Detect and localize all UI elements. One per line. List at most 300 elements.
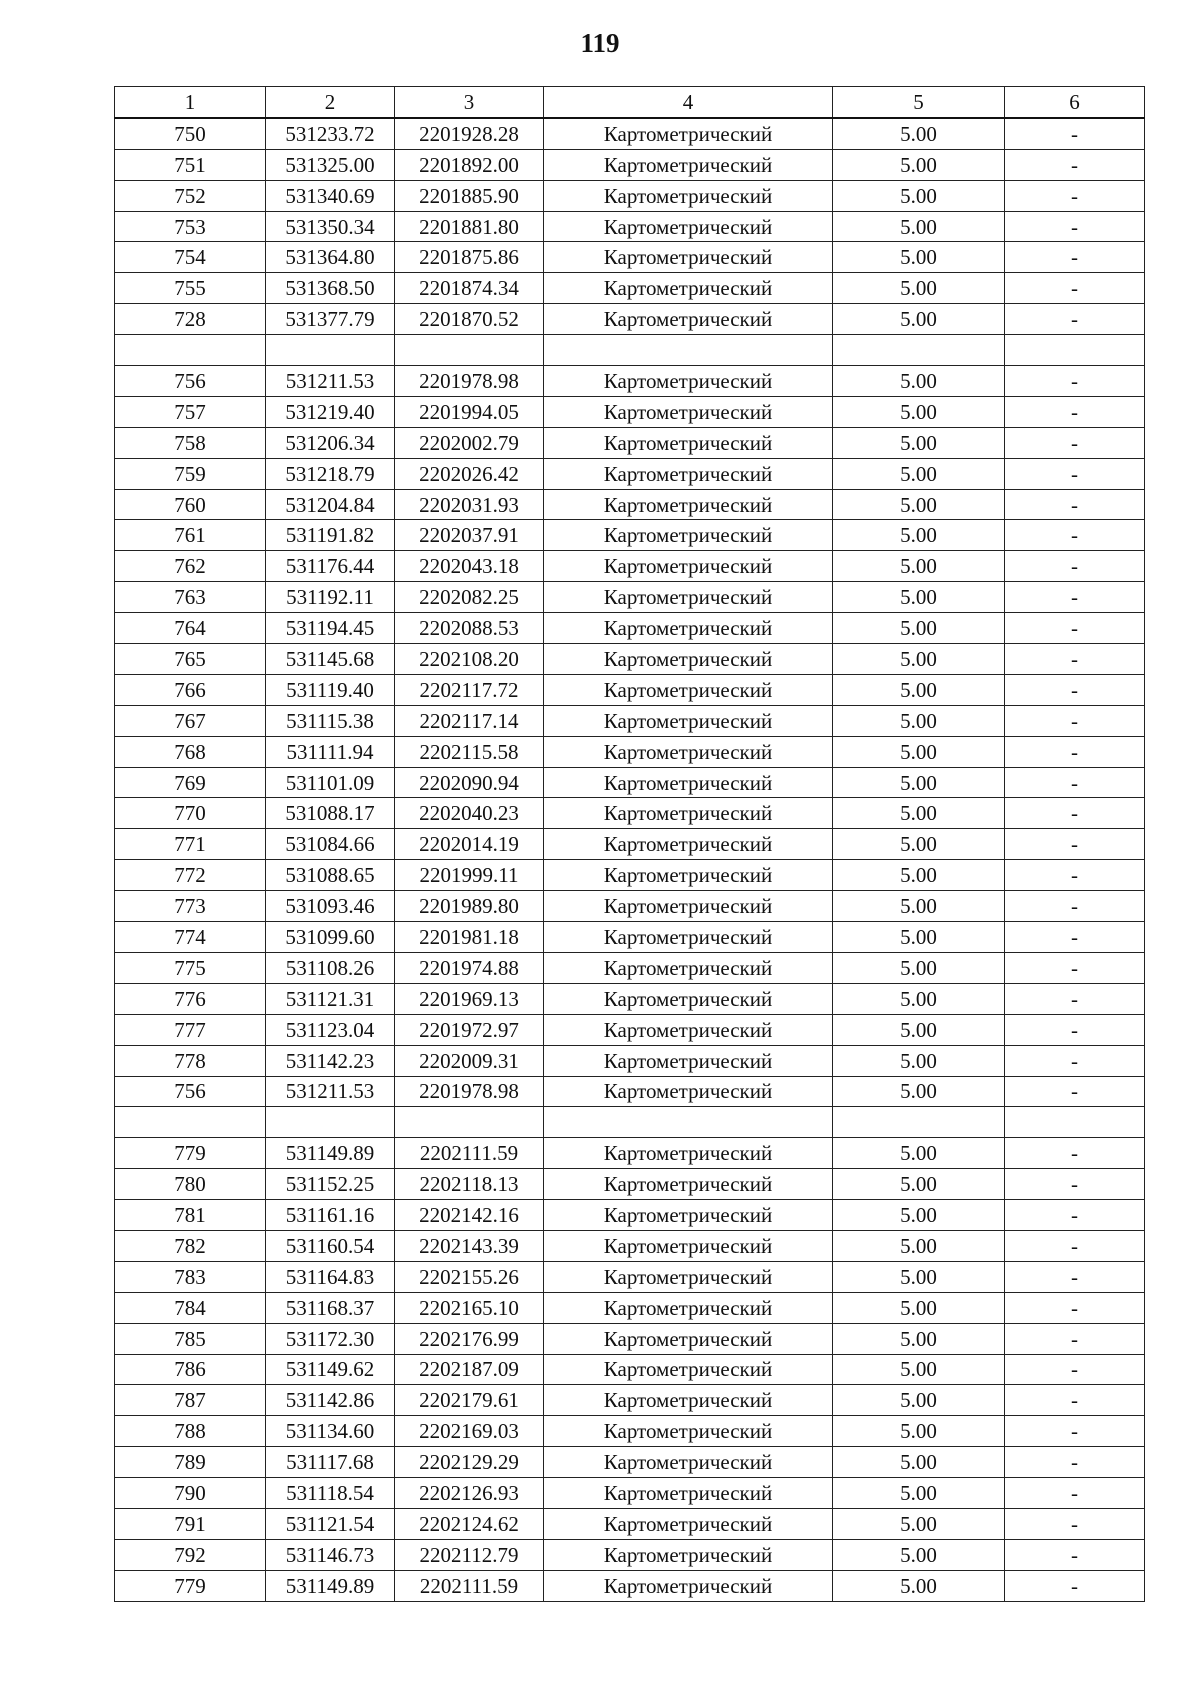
table-row (115, 829, 1145, 860)
table-row (115, 767, 1145, 798)
point-number-cell: 790 (115, 1478, 266, 1509)
note-cell: - (1005, 427, 1145, 458)
point-number-cell: 752 (115, 180, 266, 211)
accuracy-cell: 5.00 (833, 767, 1005, 798)
table-row (115, 273, 1145, 304)
method-cell: Картометрический (544, 1323, 833, 1354)
point-number-cell: 785 (115, 1323, 266, 1354)
point-number-cell: 774 (115, 922, 266, 953)
method-cell: Картометрический (544, 1200, 833, 1231)
y-coordinate-cell: 2201989.80 (395, 891, 544, 922)
accuracy-cell: 5.00 (833, 1385, 1005, 1416)
point-number-cell: 781 (115, 1200, 266, 1231)
note-cell (1005, 335, 1145, 366)
note-cell: - (1005, 1230, 1145, 1261)
point-number-cell: 767 (115, 705, 266, 736)
x-coordinate-cell: 531364.80 (266, 242, 395, 273)
accuracy-cell: 5.00 (833, 1200, 1005, 1231)
point-number-cell: 784 (115, 1292, 266, 1323)
point-number-cell: 787 (115, 1385, 266, 1416)
y-coordinate-cell: 2201978.98 (395, 1076, 544, 1107)
accuracy-cell: 5.00 (833, 1261, 1005, 1292)
y-coordinate-cell: 2202129.29 (395, 1447, 544, 1478)
note-cell: - (1005, 1385, 1145, 1416)
accuracy-cell: 5.00 (833, 674, 1005, 705)
x-coordinate-cell: 531172.30 (266, 1323, 395, 1354)
table-row (115, 613, 1145, 644)
x-coordinate-cell: 531325.00 (266, 149, 395, 180)
point-number-cell: 762 (115, 551, 266, 582)
y-coordinate-cell: 2201885.90 (395, 180, 544, 211)
method-cell: Картометрический (544, 489, 833, 520)
note-cell: - (1005, 366, 1145, 397)
x-coordinate-cell: 531350.34 (266, 211, 395, 242)
note-cell: - (1005, 1323, 1145, 1354)
table-row (115, 860, 1145, 891)
accuracy-cell: 5.00 (833, 1045, 1005, 1076)
method-cell: Картометрический (544, 582, 833, 613)
note-cell: - (1005, 983, 1145, 1014)
y-coordinate-cell: 2201972.97 (395, 1014, 544, 1045)
method-cell: Картометрический (544, 705, 833, 736)
accuracy-cell: 5.00 (833, 273, 1005, 304)
y-coordinate-cell: 2202126.93 (395, 1478, 544, 1509)
method-cell: Картометрический (544, 551, 833, 582)
point-number-cell: 771 (115, 829, 266, 860)
table-row (115, 1416, 1145, 1447)
page-number: 119 (580, 28, 620, 58)
accuracy-cell: 5.00 (833, 489, 1005, 520)
y-coordinate-cell: 2202117.14 (395, 705, 544, 736)
table-row (115, 1261, 1145, 1292)
note-cell: - (1005, 829, 1145, 860)
x-coordinate-cell: 531088.65 (266, 860, 395, 891)
table-row (115, 304, 1145, 335)
y-coordinate-cell: 2201875.86 (395, 242, 544, 273)
method-cell: Картометрический (544, 1354, 833, 1385)
accuracy-cell: 5.00 (833, 458, 1005, 489)
y-coordinate-cell: 2202179.61 (395, 1385, 544, 1416)
method-cell: Картометрический (544, 613, 833, 644)
table-body (115, 118, 1145, 1601)
coordinates-table (114, 86, 1145, 1602)
point-number-cell: 754 (115, 242, 266, 273)
y-coordinate-cell (395, 335, 544, 366)
accuracy-cell (833, 335, 1005, 366)
note-cell: - (1005, 1076, 1145, 1107)
method-cell: Картометрический (544, 983, 833, 1014)
method-cell: Картометрический (544, 1570, 833, 1601)
accuracy-cell: 5.00 (833, 1076, 1005, 1107)
x-coordinate-cell: 531121.54 (266, 1508, 395, 1539)
y-coordinate-cell: 2201981.18 (395, 922, 544, 953)
method-cell: Картометрический (544, 242, 833, 273)
point-number-cell: 773 (115, 891, 266, 922)
accuracy-cell: 5.00 (833, 118, 1005, 149)
y-coordinate-cell: 2202124.62 (395, 1508, 544, 1539)
y-coordinate-cell (395, 1107, 544, 1138)
table-row (115, 1385, 1145, 1416)
table-row (115, 1539, 1145, 1570)
table-row (115, 1292, 1145, 1323)
point-number-cell: 760 (115, 489, 266, 520)
x-coordinate-cell: 531368.50 (266, 273, 395, 304)
accuracy-cell: 5.00 (833, 1354, 1005, 1385)
method-cell: Картометрический (544, 1076, 833, 1107)
x-coordinate-cell: 531340.69 (266, 180, 395, 211)
accuracy-cell: 5.00 (833, 1478, 1005, 1509)
x-coordinate-cell: 531145.68 (266, 644, 395, 675)
note-cell: - (1005, 1292, 1145, 1323)
note-cell: - (1005, 644, 1145, 675)
accuracy-cell: 5.00 (833, 644, 1005, 675)
note-cell: - (1005, 705, 1145, 736)
method-cell: Картометрический (544, 1292, 833, 1323)
point-number-cell: 769 (115, 767, 266, 798)
y-coordinate-cell: 2202111.59 (395, 1138, 544, 1169)
y-coordinate-cell: 2202165.10 (395, 1292, 544, 1323)
method-cell: Картометрический (544, 520, 833, 551)
y-coordinate-cell: 2201928.28 (395, 118, 544, 149)
method-cell: Картометрический (544, 1014, 833, 1045)
accuracy-cell: 5.00 (833, 242, 1005, 273)
table-row (115, 180, 1145, 211)
accuracy-cell: 5.00 (833, 520, 1005, 551)
method-cell: Картометрический (544, 304, 833, 335)
method-cell: Картометрический (544, 1169, 833, 1200)
x-coordinate-cell: 531088.17 (266, 798, 395, 829)
column-header: 2 (266, 87, 395, 118)
point-number-cell: 757 (115, 396, 266, 427)
method-cell: Картометрический (544, 1230, 833, 1261)
method-cell: Картометрический (544, 1416, 833, 1447)
table-row (115, 396, 1145, 427)
x-coordinate-cell: 531121.31 (266, 983, 395, 1014)
accuracy-cell: 5.00 (833, 1570, 1005, 1601)
accuracy-cell: 5.00 (833, 736, 1005, 767)
method-cell: Картометрический (544, 674, 833, 705)
method-cell: Картометрический (544, 1539, 833, 1570)
point-number-cell: 786 (115, 1354, 266, 1385)
x-coordinate-cell: 531118.54 (266, 1478, 395, 1509)
accuracy-cell (833, 1107, 1005, 1138)
table-row (115, 1169, 1145, 1200)
method-cell: Картометрический (544, 1045, 833, 1076)
y-coordinate-cell: 2201969.13 (395, 983, 544, 1014)
y-coordinate-cell: 2202115.58 (395, 736, 544, 767)
point-number-cell: 768 (115, 736, 266, 767)
point-number-cell: 780 (115, 1169, 266, 1200)
method-cell (544, 1107, 833, 1138)
point-number-cell: 772 (115, 860, 266, 891)
x-coordinate-cell: 531164.83 (266, 1261, 395, 1292)
point-number-cell: 789 (115, 1447, 266, 1478)
note-cell: - (1005, 1539, 1145, 1570)
point-number-cell: 778 (115, 1045, 266, 1076)
table-row (115, 922, 1145, 953)
accuracy-cell: 5.00 (833, 705, 1005, 736)
y-coordinate-cell: 2202112.79 (395, 1539, 544, 1570)
point-number-cell: 728 (115, 304, 266, 335)
method-cell: Картометрический (544, 427, 833, 458)
table-row (115, 489, 1145, 520)
accuracy-cell: 5.00 (833, 983, 1005, 1014)
accuracy-cell: 5.00 (833, 1447, 1005, 1478)
table-row (115, 1508, 1145, 1539)
y-coordinate-cell: 2202090.94 (395, 767, 544, 798)
x-coordinate-cell: 531146.73 (266, 1539, 395, 1570)
y-coordinate-cell: 2201994.05 (395, 396, 544, 427)
table-row (115, 952, 1145, 983)
x-coordinate-cell: 531204.84 (266, 489, 395, 520)
accuracy-cell: 5.00 (833, 922, 1005, 953)
x-coordinate-cell: 531123.04 (266, 1014, 395, 1045)
accuracy-cell: 5.00 (833, 952, 1005, 983)
note-cell: - (1005, 1045, 1145, 1076)
y-coordinate-cell: 2202037.91 (395, 520, 544, 551)
method-cell: Картометрический (544, 767, 833, 798)
note-cell: - (1005, 1138, 1145, 1169)
accuracy-cell: 5.00 (833, 396, 1005, 427)
x-coordinate-cell: 531149.62 (266, 1354, 395, 1385)
x-coordinate-cell: 531117.68 (266, 1447, 395, 1478)
x-coordinate-cell (266, 335, 395, 366)
note-cell (1005, 1107, 1145, 1138)
table-row (115, 1230, 1145, 1261)
note-cell: - (1005, 149, 1145, 180)
accuracy-cell: 5.00 (833, 1292, 1005, 1323)
y-coordinate-cell: 2201978.98 (395, 366, 544, 397)
y-coordinate-cell: 2202040.23 (395, 798, 544, 829)
x-coordinate-cell: 531142.86 (266, 1385, 395, 1416)
point-number-cell: 776 (115, 983, 266, 1014)
point-number-cell: 756 (115, 366, 266, 397)
x-coordinate-cell: 531160.54 (266, 1230, 395, 1261)
point-number-cell: 791 (115, 1508, 266, 1539)
table-row (115, 1354, 1145, 1385)
table-row (115, 1478, 1145, 1509)
method-cell: Картометрический (544, 458, 833, 489)
note-cell: - (1005, 242, 1145, 273)
note-cell: - (1005, 1200, 1145, 1231)
column-header: 3 (395, 87, 544, 118)
y-coordinate-cell: 2202155.26 (395, 1261, 544, 1292)
note-cell: - (1005, 952, 1145, 983)
table-row (115, 1076, 1145, 1107)
table-row (115, 366, 1145, 397)
y-coordinate-cell: 2202031.93 (395, 489, 544, 520)
x-coordinate-cell: 531108.26 (266, 952, 395, 983)
table-row (115, 1014, 1145, 1045)
note-cell: - (1005, 1354, 1145, 1385)
point-number-cell: 792 (115, 1539, 266, 1570)
method-cell: Картометрический (544, 118, 833, 149)
note-cell: - (1005, 396, 1145, 427)
method-cell: Картометрический (544, 1508, 833, 1539)
y-coordinate-cell: 2202043.18 (395, 551, 544, 582)
point-number-cell: 756 (115, 1076, 266, 1107)
note-cell: - (1005, 118, 1145, 149)
point-number-cell: 779 (115, 1570, 266, 1601)
note-cell: - (1005, 1261, 1145, 1292)
note-cell: - (1005, 273, 1145, 304)
point-number-cell: 770 (115, 798, 266, 829)
x-coordinate-cell: 531101.09 (266, 767, 395, 798)
point-number-cell: 783 (115, 1261, 266, 1292)
table-row (115, 1200, 1145, 1231)
note-cell: - (1005, 1416, 1145, 1447)
y-coordinate-cell: 2202111.59 (395, 1570, 544, 1601)
accuracy-cell: 5.00 (833, 149, 1005, 180)
note-cell: - (1005, 180, 1145, 211)
point-number-cell (115, 1107, 266, 1138)
method-cell: Картометрический (544, 644, 833, 675)
method-cell: Картометрический (544, 1138, 833, 1169)
method-cell: Картометрический (544, 952, 833, 983)
note-cell: - (1005, 860, 1145, 891)
method-cell: Картометрический (544, 211, 833, 242)
table-row (115, 1045, 1145, 1076)
point-number-cell: 761 (115, 520, 266, 551)
point-number-cell: 766 (115, 674, 266, 705)
note-cell: - (1005, 1508, 1145, 1539)
accuracy-cell: 5.00 (833, 1138, 1005, 1169)
y-coordinate-cell: 2201881.80 (395, 211, 544, 242)
table-row (115, 1570, 1145, 1601)
point-number-cell: 750 (115, 118, 266, 149)
accuracy-cell: 5.00 (833, 1014, 1005, 1045)
method-cell: Картометрический (544, 829, 833, 860)
x-coordinate-cell: 531093.46 (266, 891, 395, 922)
note-cell: - (1005, 736, 1145, 767)
note-cell: - (1005, 613, 1145, 644)
table-row (115, 983, 1145, 1014)
table-row (115, 1447, 1145, 1478)
y-coordinate-cell: 2202118.13 (395, 1169, 544, 1200)
note-cell: - (1005, 211, 1145, 242)
x-coordinate-cell: 531142.23 (266, 1045, 395, 1076)
x-coordinate-cell: 531099.60 (266, 922, 395, 953)
accuracy-cell: 5.00 (833, 1323, 1005, 1354)
x-coordinate-cell: 531176.44 (266, 551, 395, 582)
note-cell: - (1005, 767, 1145, 798)
y-coordinate-cell: 2201892.00 (395, 149, 544, 180)
accuracy-cell: 5.00 (833, 829, 1005, 860)
table-row (115, 520, 1145, 551)
method-cell: Картометрический (544, 273, 833, 304)
table-row (115, 582, 1145, 613)
accuracy-cell: 5.00 (833, 891, 1005, 922)
point-number-cell: 759 (115, 458, 266, 489)
x-coordinate-cell: 531161.16 (266, 1200, 395, 1231)
accuracy-cell: 5.00 (833, 180, 1005, 211)
accuracy-cell: 5.00 (833, 798, 1005, 829)
point-number-cell: 751 (115, 149, 266, 180)
method-cell: Картометрический (544, 798, 833, 829)
note-cell: - (1005, 458, 1145, 489)
column-header: 1 (115, 87, 266, 118)
accuracy-cell: 5.00 (833, 1230, 1005, 1261)
x-coordinate-cell: 531115.38 (266, 705, 395, 736)
note-cell: - (1005, 304, 1145, 335)
x-coordinate-cell: 531191.82 (266, 520, 395, 551)
method-cell: Картометрический (544, 1478, 833, 1509)
note-cell: - (1005, 674, 1145, 705)
table-row (115, 551, 1145, 582)
table-row (115, 674, 1145, 705)
method-cell: Картометрический (544, 1261, 833, 1292)
note-cell: - (1005, 922, 1145, 953)
point-number-cell: 779 (115, 1138, 266, 1169)
y-coordinate-cell: 2202002.79 (395, 427, 544, 458)
table-row (115, 736, 1145, 767)
note-cell: - (1005, 1169, 1145, 1200)
table-row (115, 149, 1145, 180)
accuracy-cell: 5.00 (833, 551, 1005, 582)
table-row (115, 1323, 1145, 1354)
x-coordinate-cell: 531206.34 (266, 427, 395, 458)
y-coordinate-cell: 2202088.53 (395, 613, 544, 644)
y-coordinate-cell: 2201870.52 (395, 304, 544, 335)
table-row (115, 1107, 1145, 1138)
x-coordinate-cell (266, 1107, 395, 1138)
table-row (115, 798, 1145, 829)
method-cell: Картометрический (544, 180, 833, 211)
method-cell: Картометрический (544, 1447, 833, 1478)
accuracy-cell: 5.00 (833, 1539, 1005, 1570)
point-number-cell: 788 (115, 1416, 266, 1447)
x-coordinate-cell: 531119.40 (266, 674, 395, 705)
point-number-cell: 758 (115, 427, 266, 458)
method-cell: Картометрический (544, 1385, 833, 1416)
x-coordinate-cell: 531218.79 (266, 458, 395, 489)
x-coordinate-cell: 531152.25 (266, 1169, 395, 1200)
method-cell: Картометрический (544, 922, 833, 953)
table-row (115, 458, 1145, 489)
table-row (115, 242, 1145, 273)
y-coordinate-cell: 2201999.11 (395, 860, 544, 891)
table-row (115, 891, 1145, 922)
accuracy-cell: 5.00 (833, 366, 1005, 397)
column-header: 4 (544, 87, 833, 118)
note-cell: - (1005, 891, 1145, 922)
y-coordinate-cell: 2202143.39 (395, 1230, 544, 1261)
method-cell: Картометрический (544, 736, 833, 767)
column-header: 6 (1005, 87, 1145, 118)
accuracy-cell: 5.00 (833, 1169, 1005, 1200)
x-coordinate-cell: 531149.89 (266, 1570, 395, 1601)
accuracy-cell: 5.00 (833, 304, 1005, 335)
point-number-cell: 763 (115, 582, 266, 613)
point-number-cell: 753 (115, 211, 266, 242)
note-cell: - (1005, 1014, 1145, 1045)
x-coordinate-cell: 531211.53 (266, 1076, 395, 1107)
table-row (115, 427, 1145, 458)
y-coordinate-cell: 2202082.25 (395, 582, 544, 613)
x-coordinate-cell: 531134.60 (266, 1416, 395, 1447)
y-coordinate-cell: 2202142.16 (395, 1200, 544, 1231)
x-coordinate-cell: 531211.53 (266, 366, 395, 397)
accuracy-cell: 5.00 (833, 1416, 1005, 1447)
y-coordinate-cell: 2202176.99 (395, 1323, 544, 1354)
note-cell: - (1005, 551, 1145, 582)
y-coordinate-cell: 2202169.03 (395, 1416, 544, 1447)
accuracy-cell: 5.00 (833, 427, 1005, 458)
x-coordinate-cell: 531233.72 (266, 118, 395, 149)
accuracy-cell: 5.00 (833, 613, 1005, 644)
table-row (115, 118, 1145, 149)
note-cell: - (1005, 582, 1145, 613)
